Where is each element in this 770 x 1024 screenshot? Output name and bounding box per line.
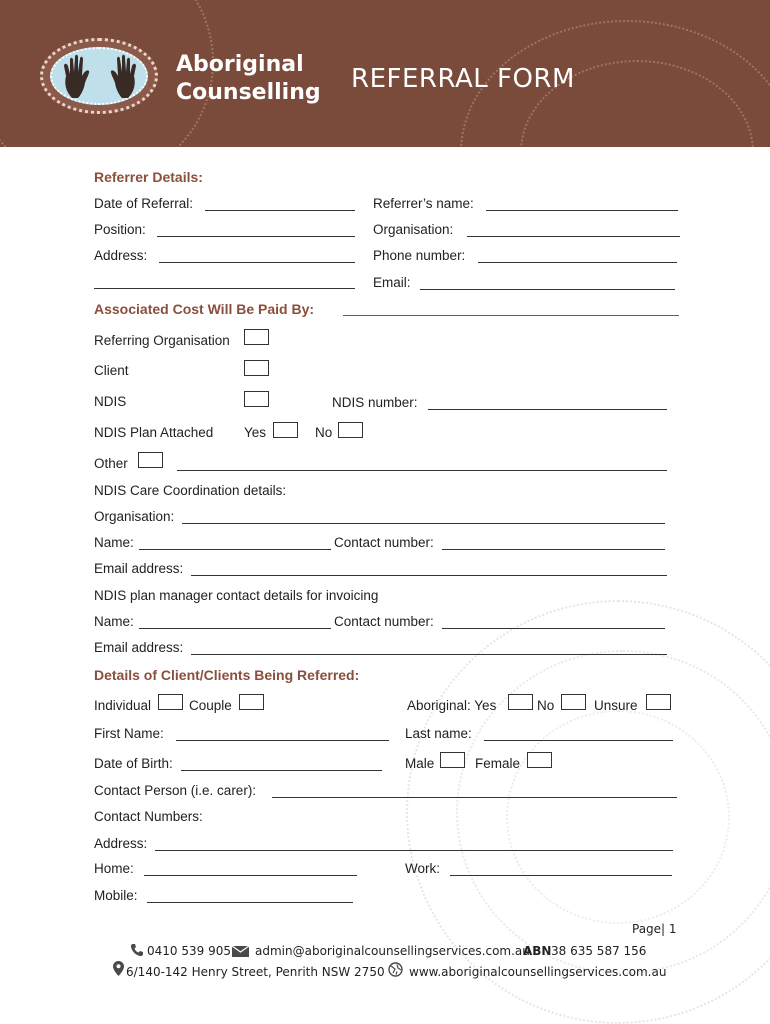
phone-number-label: Phone number: xyxy=(373,248,466,263)
plan-manager-email-label: Email address: xyxy=(94,640,184,655)
client-address-field[interactable] xyxy=(155,850,673,851)
mail-icon xyxy=(232,946,249,957)
ndis-plan-no-checkbox[interactable] xyxy=(338,422,363,438)
care-email-address-field[interactable] xyxy=(191,575,667,576)
organisation-field[interactable] xyxy=(467,236,680,237)
aboriginal-yes-checkbox[interactable] xyxy=(508,694,533,710)
mobile-label: Mobile: xyxy=(94,888,138,903)
aboriginal-no-label: No xyxy=(537,698,555,713)
care-organisation-label: Organisation: xyxy=(94,509,175,524)
care-name-label: Name: xyxy=(94,535,134,550)
male-label: Male xyxy=(405,756,435,771)
female-label: Female xyxy=(475,756,521,771)
contact-person-label: Contact Person (i.e. carer): xyxy=(94,783,257,798)
ndis-plan-attached-label: NDIS Plan Attached xyxy=(94,425,214,440)
ndis-number-label: NDIS number: xyxy=(332,395,418,410)
last-name-field[interactable] xyxy=(484,740,673,741)
plan-manager-contact-number-label: Contact number: xyxy=(334,614,434,629)
individual-checkbox[interactable] xyxy=(158,694,183,710)
ndis-plan-yes-checkbox[interactable] xyxy=(273,422,298,438)
ndis-checkbox[interactable] xyxy=(244,391,269,407)
address-field-line2[interactable] xyxy=(94,288,355,289)
plan-manager-label: NDIS plan manager contact details for invoicing xyxy=(94,588,379,603)
client-checkbox[interactable] xyxy=(244,360,269,376)
date-of-birth-field[interactable] xyxy=(181,770,382,771)
couple-checkbox[interactable] xyxy=(239,694,264,710)
plan-manager-name-field[interactable] xyxy=(139,628,331,629)
work-label: Work: xyxy=(405,861,441,876)
contact-numbers-label: Contact Numbers: xyxy=(94,809,203,824)
date-of-referral-field[interactable] xyxy=(205,210,355,211)
care-email-address-label: Email address: xyxy=(94,561,184,576)
background-dot-art-core xyxy=(506,710,730,924)
ndis-label: NDIS xyxy=(94,394,127,409)
organisation-label: Organisation: xyxy=(373,222,454,237)
footer-email[interactable]: admin@aboriginalcounsellingservices.com.au xyxy=(255,944,530,958)
ndis-plan-no-label: No xyxy=(315,425,333,440)
mobile-field[interactable] xyxy=(147,902,353,903)
referrer-name-field[interactable] xyxy=(486,210,678,211)
header-banner xyxy=(0,0,770,147)
last-name-label: Last name: xyxy=(405,726,472,741)
aboriginal-no-checkbox[interactable] xyxy=(561,694,586,710)
page-number: Page| 1 xyxy=(632,922,677,936)
associated-cost-field[interactable] xyxy=(343,315,679,316)
address-label: Address: xyxy=(94,248,148,263)
care-contact-number-label: Contact number: xyxy=(334,535,434,550)
ndis-plan-yes-label: Yes xyxy=(244,425,267,440)
hands-icon xyxy=(58,52,142,102)
other-label: Other xyxy=(94,456,128,471)
ndis-care-coordination-label: NDIS Care Coordination details: xyxy=(94,483,287,498)
ndis-number-field[interactable] xyxy=(428,409,667,410)
care-organisation-field[interactable] xyxy=(182,523,665,524)
male-checkbox[interactable] xyxy=(440,752,465,768)
date-of-birth-label: Date of Birth: xyxy=(94,756,173,771)
section-client-details: Details of Client/Clients Being Referred: xyxy=(94,667,360,683)
first-name-field[interactable] xyxy=(176,740,389,741)
other-field[interactable] xyxy=(177,470,667,471)
brand-name-line1: Aboriginal xyxy=(176,52,304,77)
email-label: Email: xyxy=(373,275,411,290)
aboriginal-unsure-checkbox[interactable] xyxy=(646,694,671,710)
referring-organisation-checkbox[interactable] xyxy=(244,329,269,345)
position-field[interactable] xyxy=(157,236,355,237)
brand-name-line2: Counselling xyxy=(176,80,321,105)
female-checkbox[interactable] xyxy=(527,752,552,768)
plan-manager-contact-number-field[interactable] xyxy=(442,628,665,629)
contact-person-field[interactable] xyxy=(272,797,677,798)
phone-number-field[interactable] xyxy=(478,262,677,263)
footer-website[interactable]: www.aboriginalcounsellingservices.com.au xyxy=(409,965,667,979)
web-icon xyxy=(388,962,403,977)
care-name-field[interactable] xyxy=(139,549,331,550)
form-title: REFERRAL FORM xyxy=(351,64,575,94)
address-field[interactable] xyxy=(159,262,355,263)
individual-label: Individual xyxy=(94,698,152,713)
footer-abn: 38 635 587 156 xyxy=(551,944,647,958)
home-label: Home: xyxy=(94,861,134,876)
aboriginal-yes-label: Aboriginal: Yes xyxy=(407,698,497,713)
home-field[interactable] xyxy=(144,875,357,876)
care-contact-number-field[interactable] xyxy=(442,549,665,550)
plan-manager-name-label: Name: xyxy=(94,614,134,629)
referrer-name-label: Referrer’s name: xyxy=(373,196,474,211)
email-field[interactable] xyxy=(420,289,675,290)
location-icon xyxy=(113,961,124,976)
client-label: Client xyxy=(94,363,129,378)
phone-icon xyxy=(130,943,143,957)
footer-abn-label: ABN xyxy=(523,944,552,958)
footer-phone[interactable]: 0410 539 905 xyxy=(147,944,231,958)
date-of-referral-label: Date of Referral: xyxy=(94,196,194,211)
couple-label: Couple xyxy=(189,698,232,713)
plan-manager-email-field[interactable] xyxy=(191,654,667,655)
first-name-label: First Name: xyxy=(94,726,164,741)
logo xyxy=(40,38,160,116)
section-associated-cost: Associated Cost Will Be Paid By: xyxy=(94,301,315,317)
referring-organisation-label: Referring Organisation xyxy=(94,333,230,348)
client-address-label: Address: xyxy=(94,836,148,851)
footer-address: 6/140-142 Henry Street, Penrith NSW 2750 xyxy=(126,965,385,979)
aboriginal-unsure-label: Unsure xyxy=(594,698,638,713)
other-checkbox[interactable] xyxy=(138,452,163,468)
work-field[interactable] xyxy=(450,875,672,876)
section-referrer-details: Referrer Details: xyxy=(94,169,203,185)
position-label: Position: xyxy=(94,222,146,237)
